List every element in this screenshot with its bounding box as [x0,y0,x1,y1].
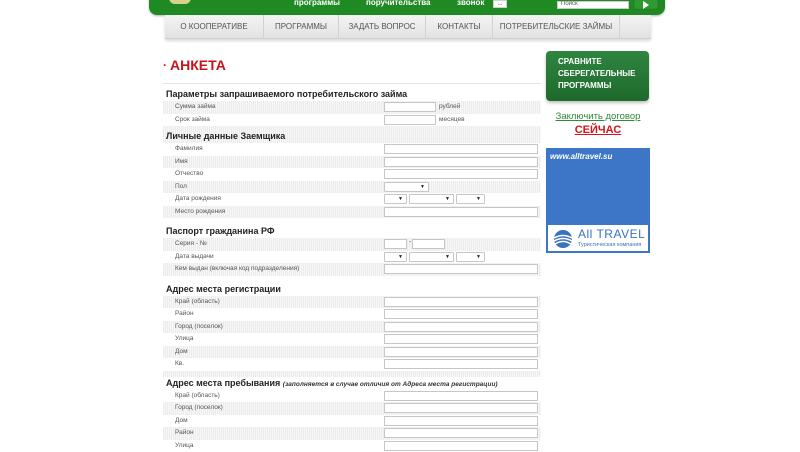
banner-tagline: Туристическая компания [578,242,641,248]
first-name-input[interactable] [384,157,538,167]
logo[interactable] [169,0,191,4]
issue-month-select[interactable] [409,252,454,262]
form-row-res-region [163,390,541,403]
label-first-name: Имя [175,158,188,166]
label-reg-region: Край (область) [175,298,220,306]
label-reg-house: Дом [175,348,188,356]
main-nav [165,15,651,39]
issue-day-select[interactable] [384,252,407,262]
form-row-birth-place [163,206,541,219]
passport-series-input[interactable] [384,239,407,249]
nav-item-ask-question[interactable]: ЗАДАТЬ ВОПРОС [339,15,426,39]
form-row-reg-street [163,333,541,346]
reg-city-input[interactable] [384,322,538,332]
contract-now-link[interactable]: СЕЙЧАС [546,124,650,136]
form-row-reg-region [163,296,541,309]
reg-region-input[interactable] [384,297,538,307]
label-series-number: Серия - № [175,240,207,248]
patronymic-input[interactable] [384,169,538,179]
contract-link[interactable]: Заключить договор [546,111,650,122]
label-reg-district: Район [175,310,194,318]
spacer [163,218,541,225]
label-last-name: Фамилия [175,145,203,153]
nav-item-consumer-loans[interactable]: ПОТРЕБИТЕЛЬСКИЕ ЗАЙМЫ [493,15,620,39]
form-row-reg-apartment [163,358,541,371]
header-link-guarantee[interactable]: поручительства [366,0,431,8]
form-row-res-city [163,402,541,415]
compare-savings-button[interactable] [546,51,649,101]
res-city-input[interactable] [384,403,538,413]
divider [163,83,541,84]
label-gender: Пол [175,183,187,191]
nav-item-programs[interactable]: ПРОГРАММЫ [264,15,339,39]
birth-place-input[interactable] [384,207,538,217]
alltravel-banner[interactable] [546,148,650,253]
form-row-issued-by [163,263,541,276]
amount-input[interactable] [384,102,436,112]
label-issue-date: Дата выдачи [175,253,214,261]
section-title-loan: Параметры запрашиваемого потребительского займа [163,88,541,101]
header-link-callback[interactable]: звонок [457,0,484,8]
form-row-birth-date [163,193,541,206]
label-reg-city: Город (поселок) [175,323,223,331]
last-name-input[interactable] [384,144,538,154]
banner-url: www.alltravel.su [550,152,612,161]
page-title: · АНКЕТА [163,55,541,75]
reg-apartment-input[interactable] [384,359,538,369]
label-res-street: Улица [175,442,193,450]
form-row-res-house [163,415,541,428]
res-region-input[interactable] [384,391,538,401]
label-amount: Сумма займа [175,103,216,111]
label-res-house: Дом [175,417,188,425]
nav-item-spacer [620,15,651,39]
form-row-patronymic [163,168,541,181]
application-form [163,55,541,452]
term-input[interactable] [384,115,436,125]
issue-year-select[interactable] [456,252,485,262]
banner-footer [546,223,650,253]
section-title-passport: Паспорт гражданина РФ [163,225,541,238]
birth-day-select[interactable] [384,194,407,204]
promo-line-3: ПРОГРАММЫ [558,80,649,92]
form-row-issue-date [163,251,541,264]
form-row-res-street [163,440,541,452]
unit-months: месяцев [439,116,465,123]
top-header [149,0,665,15]
passport-number-input[interactable] [412,239,445,249]
label-res-city: Город (поселок) [175,404,223,412]
nav-item-about[interactable]: О КООПЕРАТИВЕ [165,15,264,39]
label-birth-place: Место рождения [175,208,225,216]
form-row-reg-house [163,346,541,359]
form-row-term [163,114,541,127]
form-row-last-name [163,143,541,156]
banner-brand: All TRAVEL [578,227,645,241]
form-row-gender [163,181,541,194]
label-term: Срок займа [175,116,210,124]
label-birth-date: Дата рождения [175,195,221,203]
reg-house-input[interactable] [384,347,538,357]
res-district-input[interactable] [384,428,538,438]
label-reg-street: Улица [175,335,193,343]
birth-year-select[interactable] [456,194,485,204]
form-row-reg-district [163,308,541,321]
section-title-residence-text: Адрес места пребывания [166,378,280,388]
promo-line-1: СРАВНИТЕ [558,56,649,68]
label-res-region: Край (область) [175,392,220,400]
issued-by-input[interactable] [384,264,538,274]
res-house-input[interactable] [384,416,538,426]
reg-street-input[interactable] [384,334,538,344]
section-title-residence [163,377,541,390]
section-title-personal: Личные данные Заемщика [163,130,541,143]
section-note-residence: (заполняется в случае отличия от Адреса места регистрации) [283,381,498,388]
spacer [163,276,541,283]
unit-rubles: рублей [439,103,460,110]
form-row-series-number [163,238,541,251]
birth-month-select[interactable] [409,194,454,204]
label-patronymic: Отчество [175,170,203,178]
phone-icon[interactable]: ... [493,0,507,8]
search-button[interactable] [633,0,659,10]
section-title-registration: Адрес места регистрации [163,283,541,296]
gender-select[interactable] [384,182,429,192]
label-reg-apartment: Кв. [175,360,184,368]
search-input[interactable]: Поиск [557,1,629,9]
nav-item-contacts[interactable]: КОНТАКТЫ [426,15,493,39]
res-street-input[interactable] [384,441,538,451]
form-row-amount [163,101,541,114]
label-issued-by: Кем выдан (включая код подразделения) [175,265,299,273]
wave-logo-icon [551,229,575,249]
form-row-res-district [163,427,541,440]
label-res-district: Район [175,429,194,437]
form-row-first-name [163,156,541,169]
reg-district-input[interactable] [384,309,538,319]
series-separator: - [409,239,411,246]
promo-line-2: СБЕРЕГАТЕЛЬНЫЕ [558,68,649,80]
header-link-programs[interactable]: программы [294,0,340,8]
form-row-reg-city [163,321,541,334]
